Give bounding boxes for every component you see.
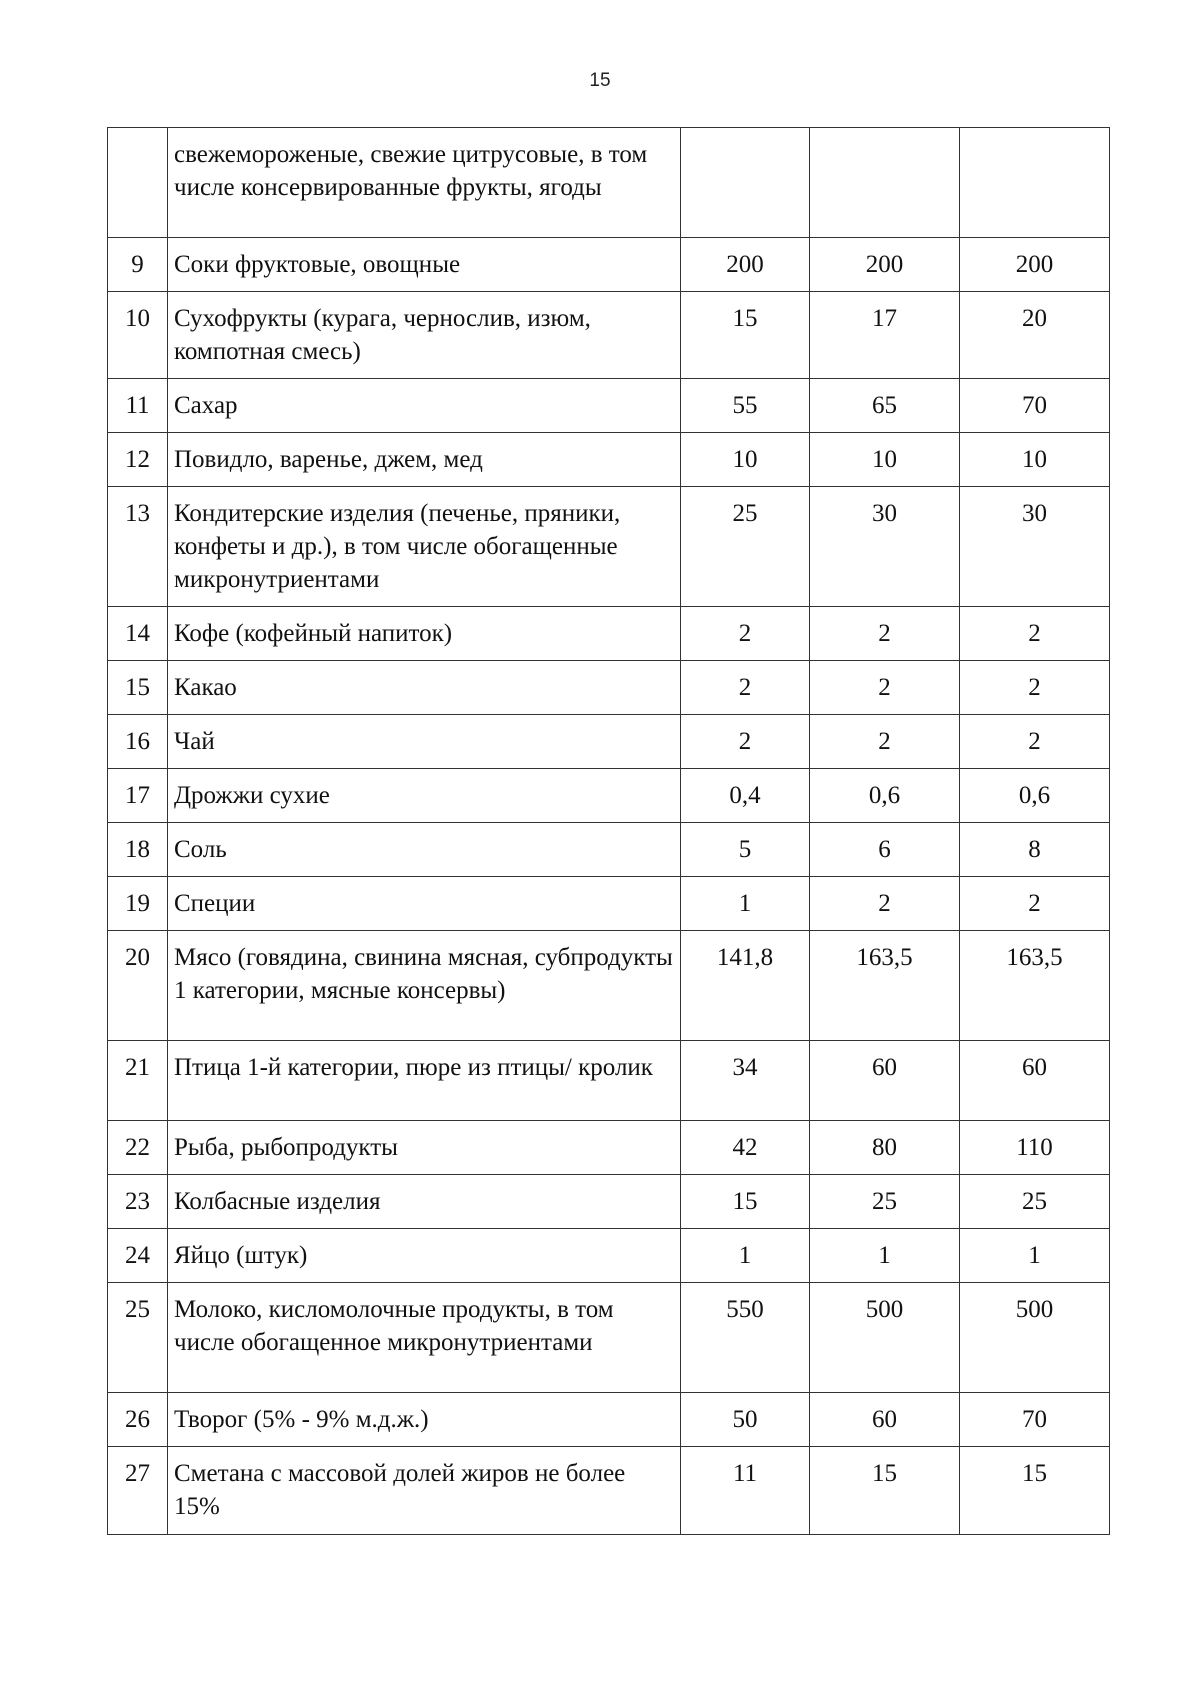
value-col-1: 550 — [681, 1283, 810, 1393]
table-row — [108, 1121, 1110, 1175]
table-body — [108, 128, 1110, 1535]
row-number: 27 — [108, 1447, 168, 1535]
value-col-3: 60 — [960, 1041, 1110, 1121]
product-name: Колбасные изделия — [168, 1175, 681, 1229]
row-number: 21 — [108, 1041, 168, 1121]
product-name: Сухофрукты (курага, чернослив, изюм, компотная смесь) — [168, 292, 681, 379]
product-name: Сметана с массовой долей жиров не более 15% — [168, 1447, 681, 1535]
table-row — [108, 877, 1110, 931]
row-number: 22 — [108, 1121, 168, 1175]
row-number: 11 — [108, 379, 168, 433]
value-col-1: 15 — [681, 1175, 810, 1229]
row-number: 18 — [108, 823, 168, 877]
value-col-2: 25 — [810, 1175, 960, 1229]
row-number: 25 — [108, 1283, 168, 1393]
page-number: 15 — [589, 70, 611, 91]
table-row — [108, 607, 1110, 661]
value-col-3: 2 — [960, 877, 1110, 931]
value-col-1: 2 — [681, 607, 810, 661]
value-col-1: 42 — [681, 1121, 810, 1175]
value-col-2: 10 — [810, 433, 960, 487]
value-col-1: 34 — [681, 1041, 810, 1121]
table-row — [108, 1229, 1110, 1283]
value-col-2: 163,5 — [810, 931, 960, 1041]
value-col-3: 15 — [960, 1447, 1110, 1535]
value-col-1: 25 — [681, 487, 810, 607]
food-norms-table — [107, 127, 1110, 1535]
row-number: 26 — [108, 1393, 168, 1447]
value-col-2: 500 — [810, 1283, 960, 1393]
value-col-1: 5 — [681, 823, 810, 877]
row-number: 12 — [108, 433, 168, 487]
table-row — [108, 487, 1110, 607]
table-row — [108, 1393, 1110, 1447]
value-col-3: 2 — [960, 715, 1110, 769]
value-col-3: 10 — [960, 433, 1110, 487]
value-col-1: 141,8 — [681, 931, 810, 1041]
value-col-2: 30 — [810, 487, 960, 607]
row-number — [108, 128, 168, 238]
value-col-1: 0,4 — [681, 769, 810, 823]
product-name: Рыба, рыбопродукты — [168, 1121, 681, 1175]
product-name: Соки фруктовые, овощные — [168, 238, 681, 292]
value-col-2: 200 — [810, 238, 960, 292]
product-name: Яйцо (штук) — [168, 1229, 681, 1283]
table-row — [108, 1447, 1110, 1535]
value-col-1: 2 — [681, 715, 810, 769]
value-col-1: 200 — [681, 238, 810, 292]
value-col-3: 200 — [960, 238, 1110, 292]
row-number: 14 — [108, 607, 168, 661]
value-col-2: 60 — [810, 1041, 960, 1121]
table-row — [108, 238, 1110, 292]
value-col-3: 2 — [960, 607, 1110, 661]
value-col-3: 25 — [960, 1175, 1110, 1229]
value-col-2: 15 — [810, 1447, 960, 1535]
value-col-3: 70 — [960, 379, 1110, 433]
row-number: 23 — [108, 1175, 168, 1229]
value-col-2: 60 — [810, 1393, 960, 1447]
table-row — [108, 379, 1110, 433]
value-col-1: 1 — [681, 877, 810, 931]
product-name: Кофе (кофейный напиток) — [168, 607, 681, 661]
product-name: Мясо (говядина, свинина мясная, субпродукты 1 категории, мясные консервы) — [168, 931, 681, 1041]
value-col-3: 500 — [960, 1283, 1110, 1393]
row-number: 17 — [108, 769, 168, 823]
table-row — [108, 931, 1110, 1041]
value-col-2: 2 — [810, 715, 960, 769]
table-row — [108, 292, 1110, 379]
table-row — [108, 1041, 1110, 1121]
value-col-2: 80 — [810, 1121, 960, 1175]
table-row — [108, 433, 1110, 487]
value-col-1: 11 — [681, 1447, 810, 1535]
value-col-3: 20 — [960, 292, 1110, 379]
value-col-3: 70 — [960, 1393, 1110, 1447]
table-row — [108, 715, 1110, 769]
value-col-1: 1 — [681, 1229, 810, 1283]
value-col-2: 65 — [810, 379, 960, 433]
product-name: свежемороженые, свежие цитрусовые, в том числе консервированные фрукты, ягоды — [168, 128, 681, 238]
product-name: Сахар — [168, 379, 681, 433]
value-col-3: 163,5 — [960, 931, 1110, 1041]
product-name: Специи — [168, 877, 681, 931]
row-number: 15 — [108, 661, 168, 715]
value-col-2 — [810, 128, 960, 238]
value-col-2: 0,6 — [810, 769, 960, 823]
value-col-2: 2 — [810, 661, 960, 715]
table-row — [108, 1175, 1110, 1229]
product-name: Молоко, кисломолочные продукты, в том числе обогащенное микронутриентами — [168, 1283, 681, 1393]
value-col-3 — [960, 128, 1110, 238]
row-number: 24 — [108, 1229, 168, 1283]
product-name: Птица 1-й категории, пюре из птицы/ кролик — [168, 1041, 681, 1121]
value-col-3: 110 — [960, 1121, 1110, 1175]
table-row — [108, 823, 1110, 877]
product-name: Повидло, варенье, джем, мед — [168, 433, 681, 487]
product-name: Какао — [168, 661, 681, 715]
value-col-1 — [681, 128, 810, 238]
table-row — [108, 128, 1110, 238]
value-col-1: 2 — [681, 661, 810, 715]
row-number: 9 — [108, 238, 168, 292]
product-name: Дрожжи сухие — [168, 769, 681, 823]
product-name: Творог (5% - 9% м.д.ж.) — [168, 1393, 681, 1447]
value-col-2: 2 — [810, 607, 960, 661]
value-col-2: 1 — [810, 1229, 960, 1283]
value-col-2: 2 — [810, 877, 960, 931]
value-col-3: 1 — [960, 1229, 1110, 1283]
product-name: Кондитерские изделия (печенье, пряники, конфеты и др.), в том числе обогащенные микронутриентами — [168, 487, 681, 607]
product-name: Соль — [168, 823, 681, 877]
row-number: 19 — [108, 877, 168, 931]
row-number: 20 — [108, 931, 168, 1041]
value-col-1: 15 — [681, 292, 810, 379]
table-row — [108, 661, 1110, 715]
value-col-3: 30 — [960, 487, 1110, 607]
value-col-1: 55 — [681, 379, 810, 433]
value-col-3: 8 — [960, 823, 1110, 877]
value-col-3: 2 — [960, 661, 1110, 715]
value-col-3: 0,6 — [960, 769, 1110, 823]
value-col-1: 50 — [681, 1393, 810, 1447]
table-row — [108, 769, 1110, 823]
row-number: 13 — [108, 487, 168, 607]
product-name: Чай — [168, 715, 681, 769]
value-col-2: 6 — [810, 823, 960, 877]
row-number: 16 — [108, 715, 168, 769]
row-number: 10 — [108, 292, 168, 379]
value-col-1: 10 — [681, 433, 810, 487]
value-col-2: 17 — [810, 292, 960, 379]
table-row — [108, 1283, 1110, 1393]
